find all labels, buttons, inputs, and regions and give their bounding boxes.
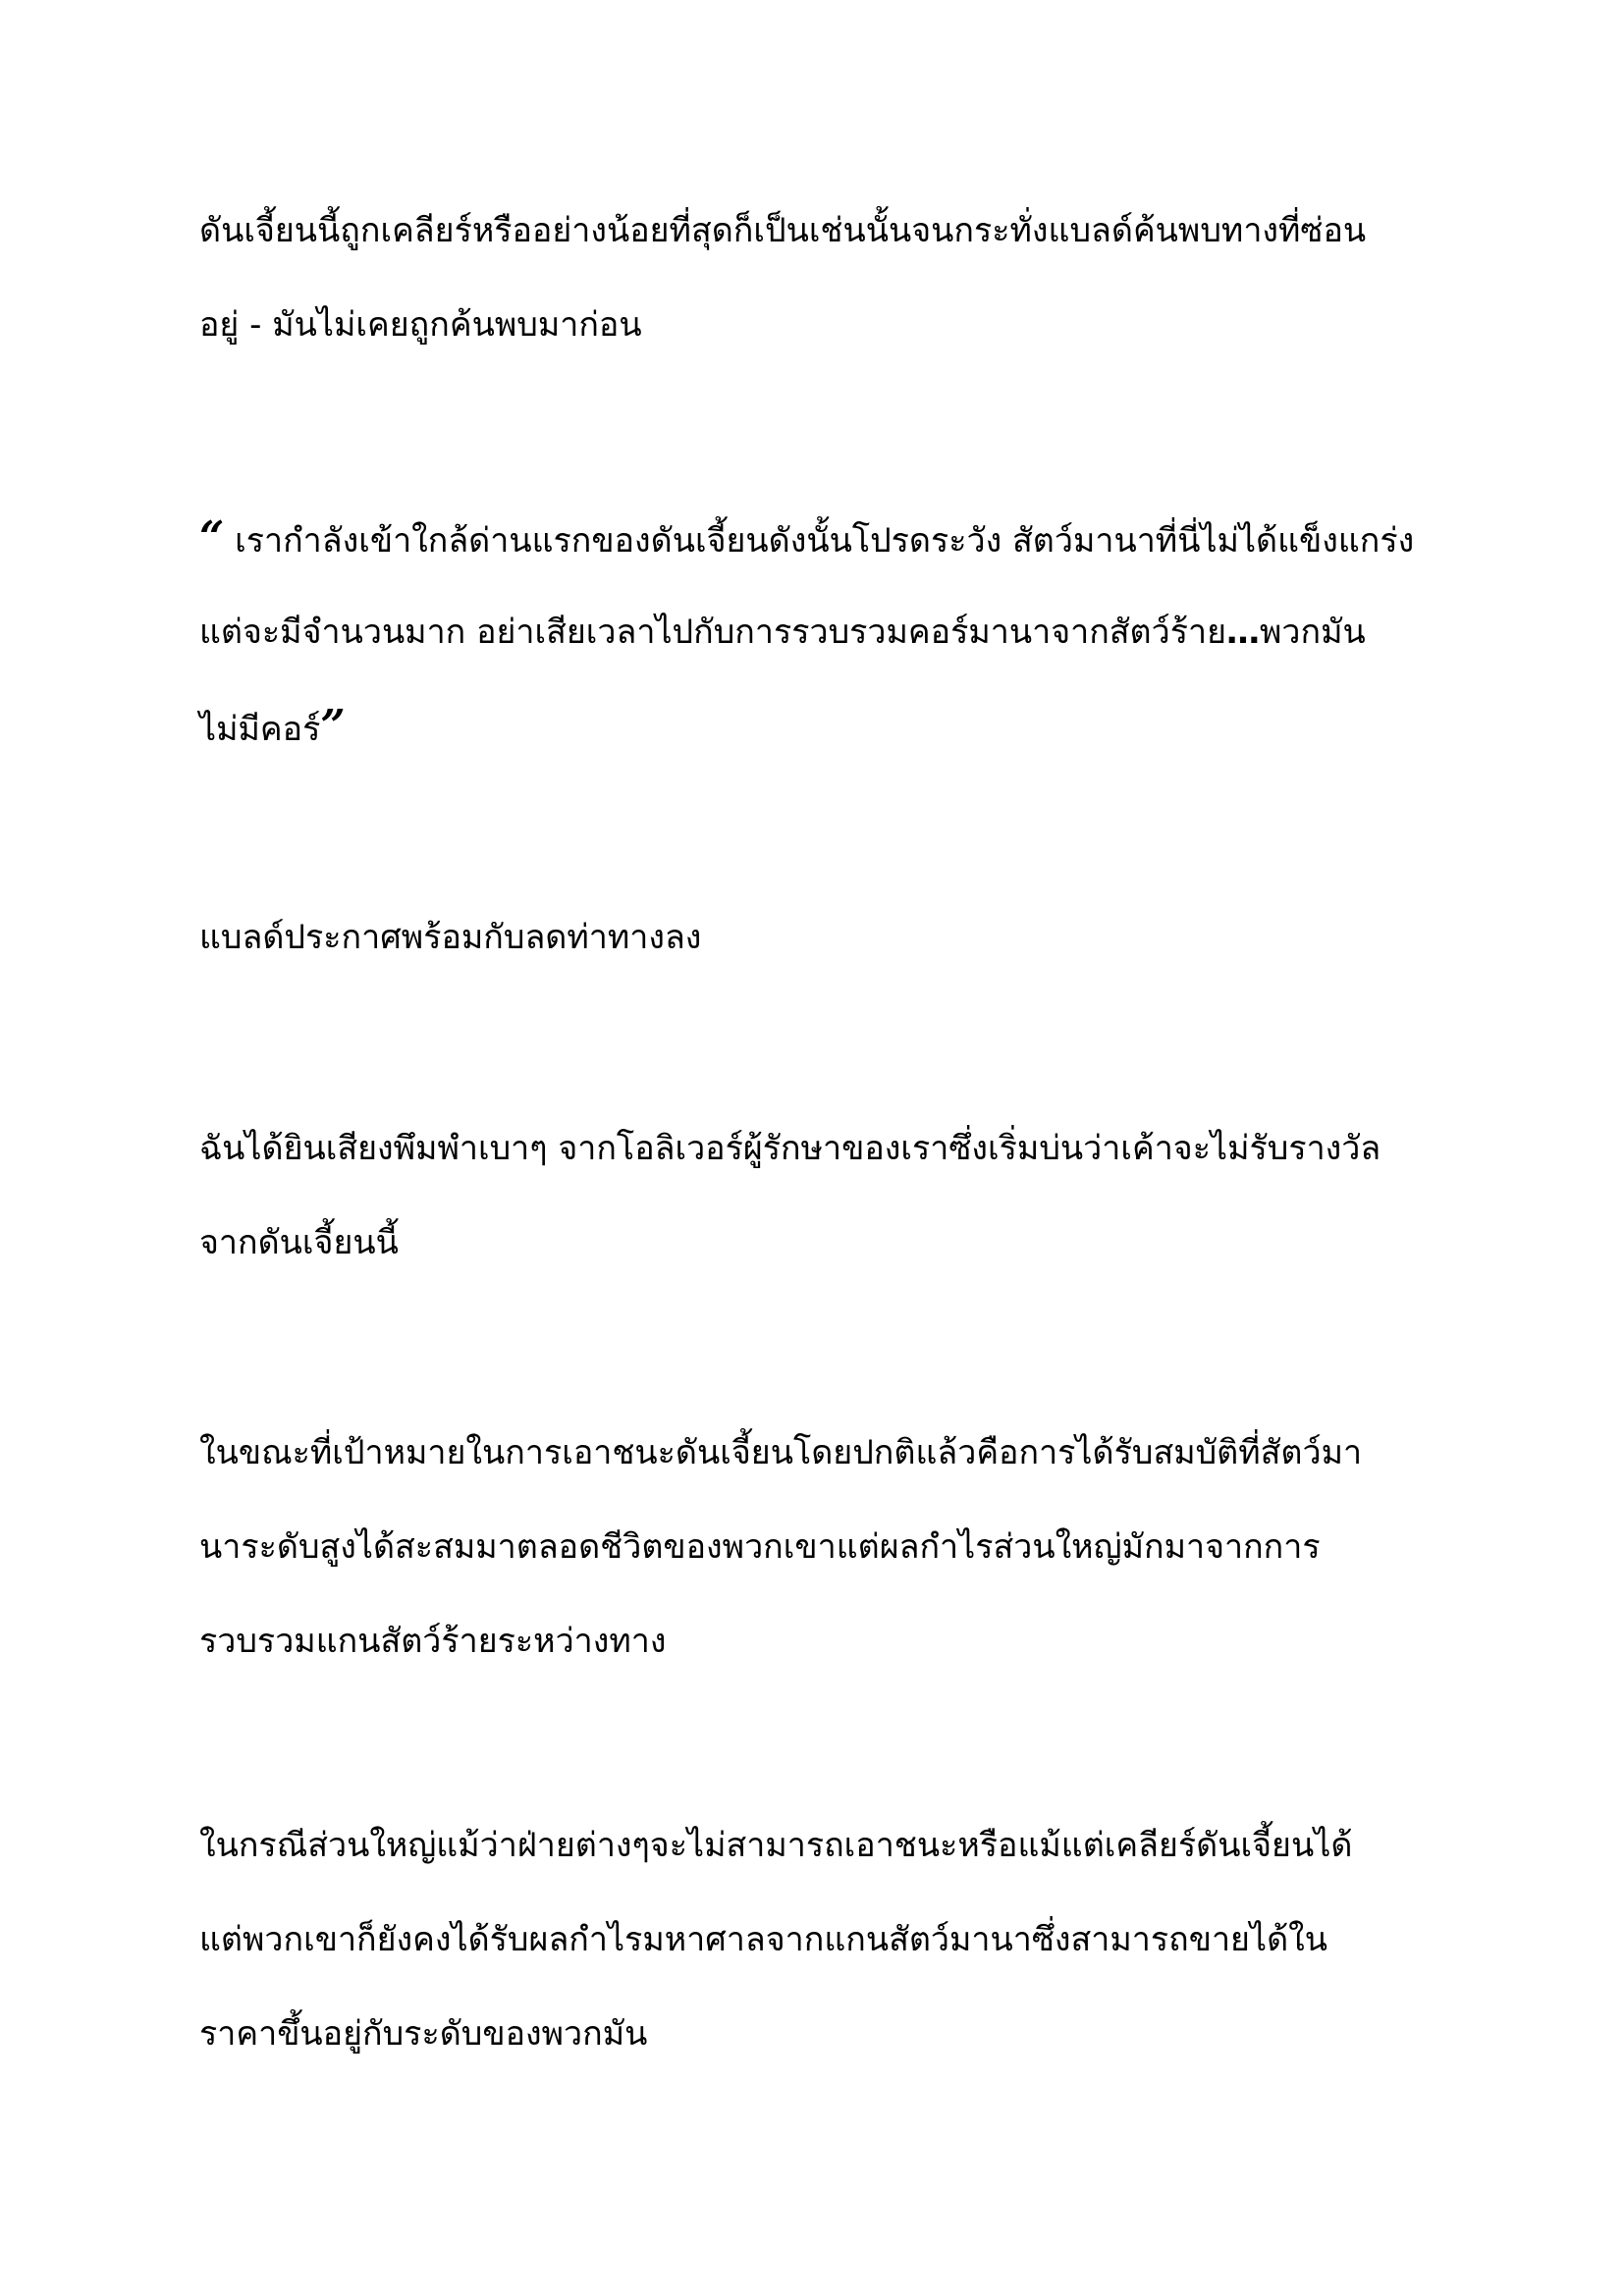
text-line: นาระดับสูงได้สะสมมาตลอดชีวิตของพวกเขาแต่ผลกำไรส่วนใหญ่มักมาจากการ — [199, 1527, 1321, 1567]
open-quote-mark: “ — [199, 512, 225, 562]
text-line: ดันเจี้ยนนี้ถูกเคลียร์หรืออย่างน้อยที่สุดก็เป็นเช่นนั้นจนกระทั่งแบลด์ค้นพบทางที่ซ่อน — [199, 211, 1367, 250]
dialogue-line-3 — [199, 697, 1436, 791]
text-line: อยู่ - มันไม่เคยถูกค้นพบมาก่อน — [199, 305, 642, 345]
paragraph-6 — [199, 1816, 1436, 2099]
dialogue-line-1 — [199, 508, 1436, 603]
ellipsis: … — [1226, 613, 1260, 652]
text-line: ในขณะที่เป้าหมายในการเอาชนะดันเจี้ยนโดยปกติแล้วคือการได้รับสมบัติที่สัตว์มา — [199, 1433, 1363, 1472]
paragraph-2-dialogue — [199, 508, 1436, 791]
paragraph-1 — [199, 201, 1436, 390]
paragraph-5 — [199, 1423, 1436, 1706]
text-line: แบลด์ประกาศพร้อมกับลดท่าทางลง — [199, 918, 702, 957]
dialogue-line-2 — [199, 603, 1436, 697]
dialogue-text: พวกมัน — [1260, 613, 1366, 652]
close-quote-mark: ” — [320, 701, 346, 751]
text-line: ฉันได้ยินเสียงพึมพำเบาๆ จากโอลิเวอร์ผู้รักษาของเราซึ่งเริ่มบ่นว่าเค้าจะไม่รับรางวัล — [199, 1129, 1381, 1168]
text-line: จากดันเจี้ยนนี้ — [199, 1223, 399, 1262]
paragraph-3 — [199, 908, 1436, 1002]
text-line: ในกรณีส่วนใหญ่แม้ว่าฝ่ายต่างๆจะไม่สามารถเอาชนะหรือแม้แต่เคลียร์ดันเจี้ยนได้ — [199, 1826, 1353, 1865]
dialogue-text: เรากำลังเข้าใกล้ด่านแรกของดันเจี้ยนดังนั้นโปรดระวัง สัตว์มานาที่นี่ไม่ได้แข็งแกร่ง — [224, 521, 1415, 561]
text-line: ราคาขึ้นอยู่กับระดับของพวกมัน — [199, 2014, 648, 2054]
dialogue-text: แต่จะมีจำนวนมาก อย่าเสียเวลาไปกับการรวบรวมคอร์มานาจากสัตว์ร้าย — [199, 613, 1226, 652]
text-line: แต่พวกเขาก็ยังคงได้รับผลกำไรมหาศาลจากแกนสัตว์มานาซึ่งสามารถขายได้ใน — [199, 1920, 1327, 1959]
dialogue-text: ไม่มีคอร์ — [199, 710, 321, 749]
paragraph-4 — [199, 1119, 1436, 1308]
text-line: รวบรวมแกนสัตว์ร้ายระหว่างทาง — [199, 1622, 667, 1661]
